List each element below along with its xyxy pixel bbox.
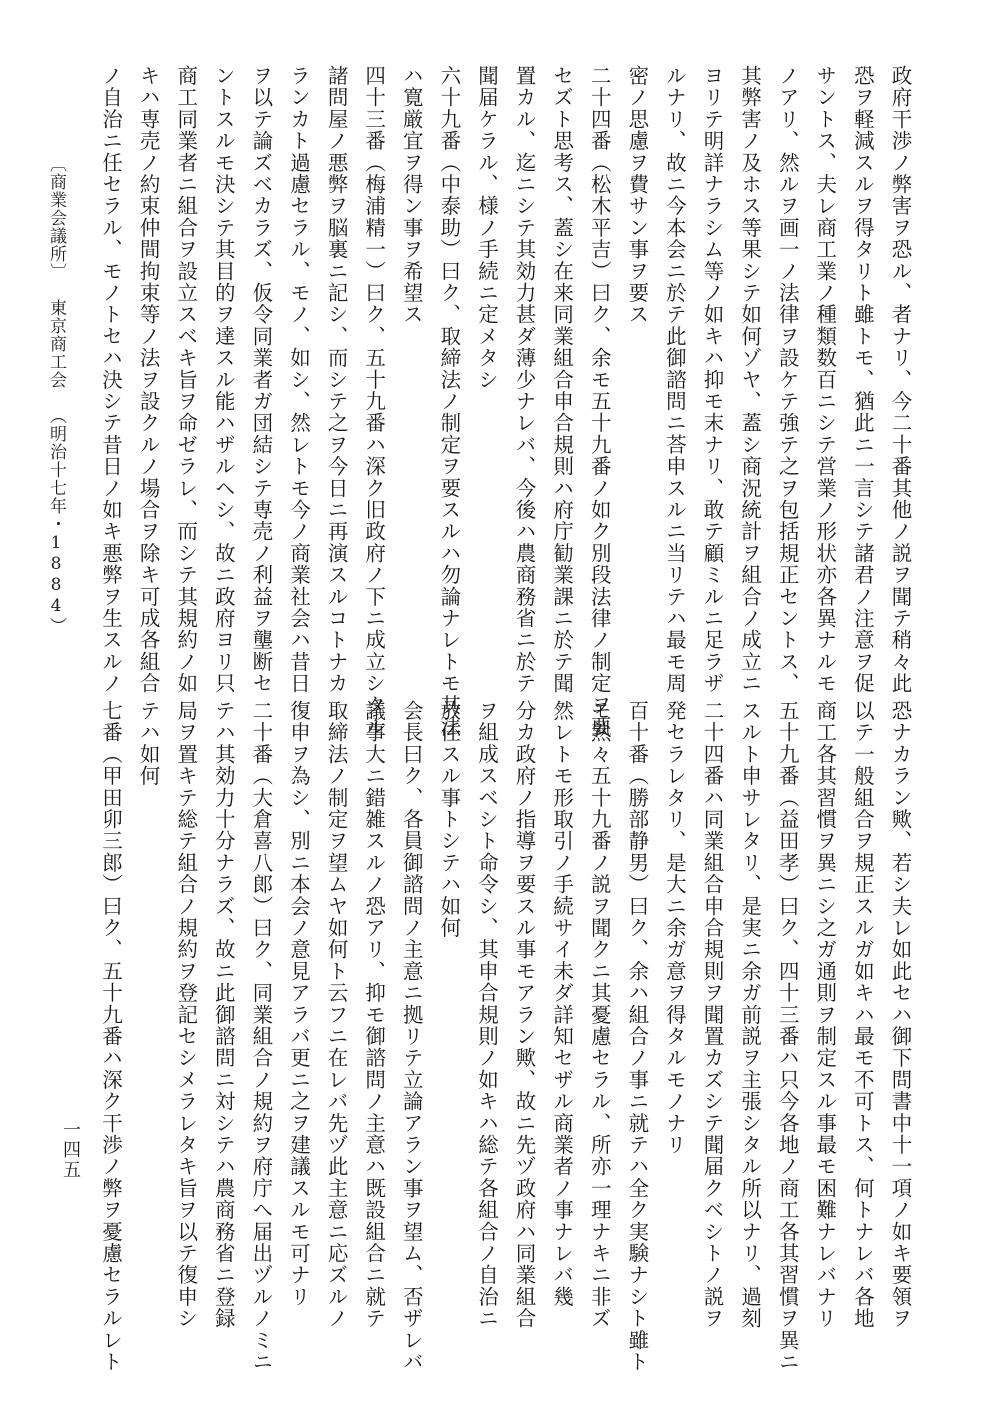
text-column: ントスルモ決シテ其目的ヲ達スル能ハザルヘシ、故ニ政府ヨリ只: [211, 65, 236, 695]
text-column: 二十番（大倉喜八郎）曰ク、同業組合ノ規約ヲ府庁へ届出ヅルノミニ: [248, 700, 273, 1373]
text-column: 六十九番（中泰助）曰ク、取締法ノ制定ヲ要スルハ勿論ナレトモ其法: [436, 65, 461, 738]
text-column: 政府干渉ノ弊害ヲ恐ル、者ナリ、今二十番其他ノ説ヲ聞テ稍々此: [887, 65, 912, 695]
text-column: 五十九番（益田孝）曰ク、四十三番ハ只今各地ノ商工各其習慣ヲ異ニ: [775, 700, 800, 1373]
running-header: [44, 155, 69, 635]
text-column: ヲ以テ論ズベカラズ、仮令同業者ガ団結シテ専売ノ利益ヲ壟断セ: [248, 65, 273, 695]
text-column: 恐ナカラン歟、若シ夫レ如此セハ御下問書中十一項ノ如キ要領ヲ: [887, 700, 912, 1330]
text-column: スルト申サレタリ、是実ニ余ガ前説ヲ主張シタル所以ナリ、過刻: [737, 700, 762, 1330]
text-column: 恐ヲ軽減スルヲ得タリト雖トモ、猶此ニ一言シテ諸君ノ注意ヲ促: [850, 65, 875, 695]
text-block-bottom: [98, 700, 912, 1373]
text-column: 復申ヲ為シ、別ニ本会ノ意見アラバ更ニ之ヲ建議スルモ可ナリ: [286, 700, 311, 1308]
text-column: 密ノ思慮ヲ費サン事ヲ要ス: [624, 65, 649, 326]
text-column: 局ヲ置キテ総テ組合ノ規約ヲ登記セシメラレタキ旨ヲ以テ復申シ: [173, 700, 198, 1330]
publisher-label: 東京商工会: [46, 299, 66, 389]
text-column: ヨリテ明詳ナラシム等ノ如キハ抑モ末ナリ、敢テ顧ミルニ足ラザ: [700, 65, 724, 695]
text-column: ハ寛厳宜ヲ得ン事ヲ希望ス: [399, 65, 424, 326]
text-column: 分カ政府ノ指導ヲ要スル事モアラン歟、故ニ先ヅ政府ハ同業組合: [512, 700, 537, 1330]
text-column: 七番（甲田卯三郎）曰ク、五十九番ハ深ク干渉ノ弊ヲ憂慮セラルレト: [98, 700, 123, 1373]
text-column: 其弊害ノ及ホス等果シテ如何ゾヤ、蓋シ商況統計ヲ組合ノ成立ニ: [737, 65, 762, 695]
text-column: 二十四番ハ同業組合申合規則ヲ聞置カズシテ聞届クベシトノ説ヲ: [700, 700, 724, 1330]
section-label: 〔商業会議所〕: [46, 155, 66, 281]
text-column: セズト思考ス、蓋シ在来同業組合申合規則ハ府庁勧業課ニ於テ聞: [549, 65, 574, 695]
text-column: 置カル、迄ニシテ其効力甚ダ薄少ナレバ、今後ハ農商務省ニ於テ: [512, 65, 537, 695]
text-column: 二十四番（松木平吉）曰ク、余モ五十九番ノ如ク別段法律ノ制定ヲ要: [587, 65, 612, 738]
text-column: 発セラレタリ、是大ニ余ガ意ヲ得タルモノナリ: [662, 700, 687, 1156]
text-column: ノ自治ニ任セラル、モノトセハ決シテ昔日ノ如キ悪弊ヲ生スルノ: [98, 65, 123, 695]
text-column: 放任スル事トシテハ如何: [436, 700, 461, 939]
era-label: （明治十七年・1884）: [46, 407, 66, 635]
text-column: テハ如何: [136, 700, 161, 787]
text-block-top: [98, 65, 912, 738]
text-column: 百十番（勝部静男）曰ク、余ハ組合ノ事ニ就テハ全ク実験ナシト雖ト: [624, 700, 649, 1373]
text-column: 会長曰ク、各員御諮問ノ主意ニ拠リテ立論アラン事ヲ望ム、否ザレバ: [399, 700, 424, 1373]
text-column: キハ専売ノ約束仲間拘束等ノ法ヲ設クルノ場合ヲ除キ可成各組合: [136, 65, 161, 695]
text-column: ルナリ、故ニ今本会ニ於テ此御諮問ニ荅申スルニ当リテハ最モ周: [662, 65, 687, 695]
text-column: 以テ一般組合ヲ規正スルガ如キハ最モ不可トス、何トナレバ各地: [850, 700, 875, 1330]
text-column: ヲ組成スベシト命令シ、其申合規則ノ如キハ総テ各組合ノ自治ニ: [474, 700, 499, 1330]
text-column: ランカト過慮セラル、モノ、如シ、然レトモ今ノ商業社会ハ昔日: [286, 65, 311, 695]
text-column: ノアリ、然ルヲ画一ノ法律ヲ設ケテ強テ之ヲ包括規正セントス、: [775, 65, 800, 695]
text-column: モ熟々五十九番ノ説ヲ聞クニ其憂慮セラル、所亦一理ナキニ非ズ: [587, 700, 612, 1330]
text-column: テハ其効力十分ナラズ、故ニ此御諮問ニ対シテハ農商務省ニ登録: [211, 700, 236, 1330]
text-column: サントス、夫レ商工業ノ種類数百ニシテ営業ノ形状亦各異ナルモ: [812, 65, 837, 695]
text-column: 取締法ノ制定ヲ望ムヤ如何ト云フニ在レバ先ヅ此主意ニ応ズルノ: [324, 700, 349, 1330]
text-column: 諸問屋ノ悪弊ヲ脳裏ニ記シ、而シテ之ヲ今日ニ再演スルコトナカ: [324, 65, 349, 695]
text-column: 商工同業者ニ組合ヲ設立スベキ旨ヲ命ゼラレ、而シテ其規約ノ如: [173, 65, 198, 695]
text-column: 聞届ケラル、様ノ手続ニ定メタシ: [474, 65, 499, 391]
text-column: 議事大ニ錯雑スルノ恐アリ、抑モ御諮問ノ主意ハ既設組合ニ就テ: [361, 700, 386, 1330]
page-number: 一四五: [60, 1120, 81, 1180]
text-column: 然レトモ形取引ノ手続サイ未ダ詳知セザル商業者ノ事ナレバ幾: [549, 700, 574, 1308]
text-column: 四十三番（梅浦精一）曰ク、五十九番ハ深ク旧政府ノ下ニ成立シタル: [361, 65, 386, 738]
text-column: 商工各其習慣ヲ異ニシ之ガ通則ヲ制定スル事最モ困難ナレバナリ: [812, 700, 837, 1330]
